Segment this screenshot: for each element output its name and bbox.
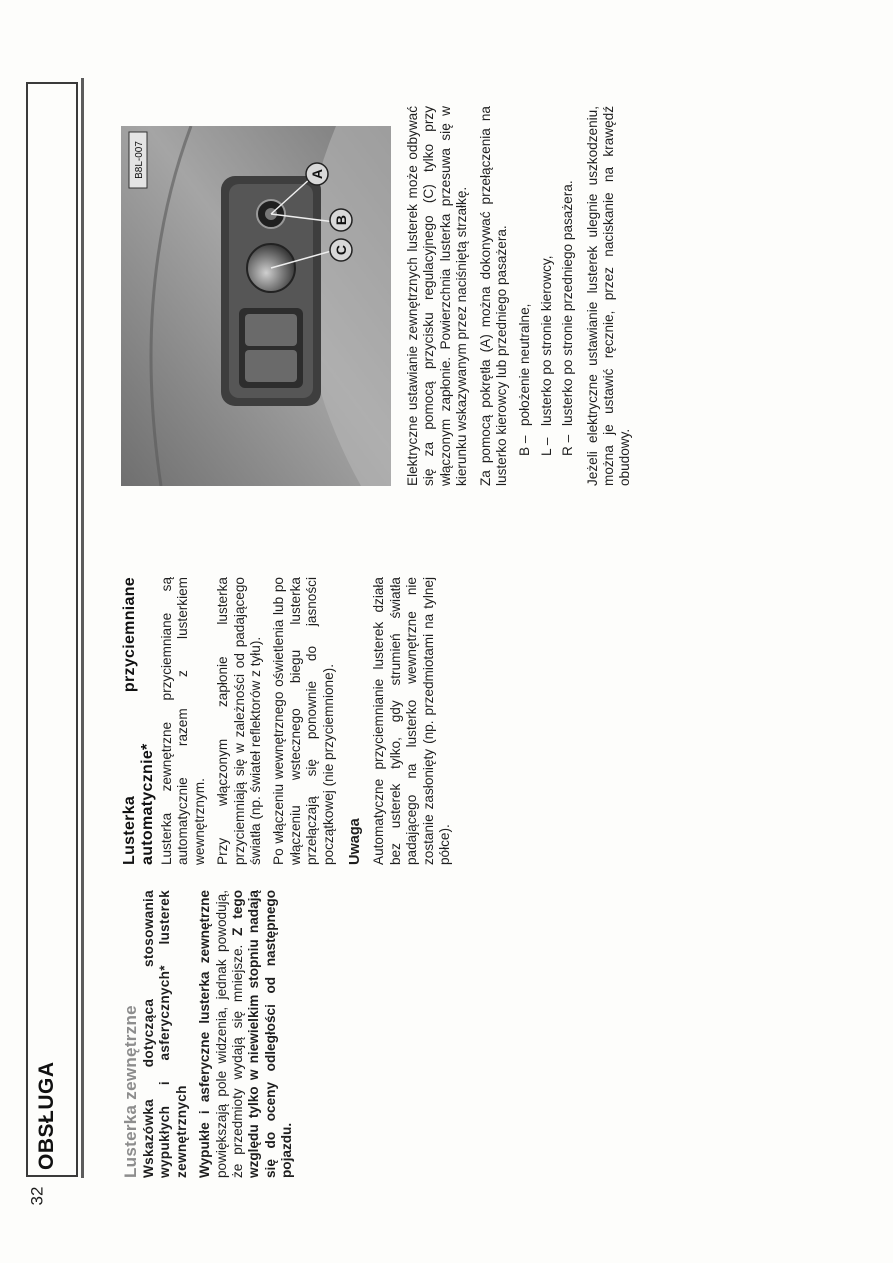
list-text: położenie neutralne,	[517, 303, 533, 426]
list-key: L –	[538, 437, 554, 456]
rotated-content	[35, 88, 891, 1178]
list-item	[517, 106, 533, 456]
section-title-auto-dimming: Lusterka przyciemniane automatycznie*	[121, 577, 156, 865]
warning-normal-text: powiększają pole widzenia, jednak powodują, że przedmioty wydają się mniejsze.	[213, 890, 246, 1178]
section-divider	[81, 78, 84, 1178]
warning-title: Wskazówka dotycząca stosowania wypukłych i asferycznych* lusterek zewnętrznych	[141, 890, 189, 1178]
list-text: lusterko po stronie kierowcy,	[538, 255, 554, 426]
figure-door-switch-photo	[121, 126, 391, 486]
figure-code: B8L-007	[134, 141, 145, 179]
column-middle	[121, 577, 461, 865]
section-header-title: OBSŁUGA	[35, 1061, 58, 1170]
warning-bold-lead: Wypukłe i asferyczne lusterka zewnętrzne	[197, 890, 213, 1178]
column-left	[121, 890, 303, 1178]
paragraph: Jeżeli elektryczne ustawianie lusterek ulegnie uszkodzeniu, można je ustawić ręcznie, przez naciskanie na krawędź obudowy.	[584, 106, 633, 486]
paragraph: Po włączeniu wewnętrznego oświetlenia lub po włączeniu wstecznego biegu lusterka przełączają się ponownie do jasności początkowej (nie przyciemnione).	[271, 577, 336, 865]
warning-paragraph	[197, 890, 295, 1178]
paragraph: Lusterka zewnętrzne przyciemniane są automatycznie razem z lusterkiem wewnętrznym.	[159, 577, 207, 865]
callout-label-c: C	[333, 244, 349, 256]
warning-bold-conclusion: Z tego względu tylko w niewielkim stopniu nadają się do oceny odległości od następnego pojazdu.	[230, 890, 295, 1178]
list-text: lusterko po stronie przedniego pasażera.	[560, 180, 576, 426]
list-item	[560, 106, 576, 456]
mirror-switch-panel	[221, 176, 321, 406]
list-key: B –	[517, 435, 533, 456]
list-key: R –	[560, 434, 576, 456]
paragraph: Elektryczne ustawianie zewnętrznych lusterek może odbywać się za pomocą przycisku regulacyjnego (C) tylko przy włączonym zapłonie. Powierzchnia lusterka przesuwa się w kierunku wskazywanym przez naciśniętą strzałkę.	[405, 106, 470, 486]
section-header-box	[26, 82, 78, 1177]
door-panel-illustration	[121, 126, 391, 486]
note-text: Automatyczne przyciemnianie lusterek działa bez usterek tylko, gdy strumień światła padającego na lusterko wewnętrzne nie zostanie zasłonięty (np. przedmiotami na tylnej półce).	[371, 577, 453, 865]
column-right	[405, 106, 641, 486]
callout-label-b: B	[333, 214, 349, 226]
section-title-exterior-mirrors: Lusterka zewnętrzne	[121, 1005, 140, 1178]
callout-label-a: A	[309, 168, 325, 180]
paragraph: Przy włączonym zapłonie lusterka przyciemniają się w zależności od padającego światła (np. świateł reflektorów z tyłu).	[215, 577, 264, 865]
page-number: 32	[26, 1186, 46, 1206]
list-item	[539, 106, 555, 456]
paragraph: Za pomocą pokrętła (A) można dokonywać przełączenia na lusterko kierowcy lub przedniego pasażera.	[477, 106, 510, 486]
note-title: Uwaga	[347, 818, 364, 865]
